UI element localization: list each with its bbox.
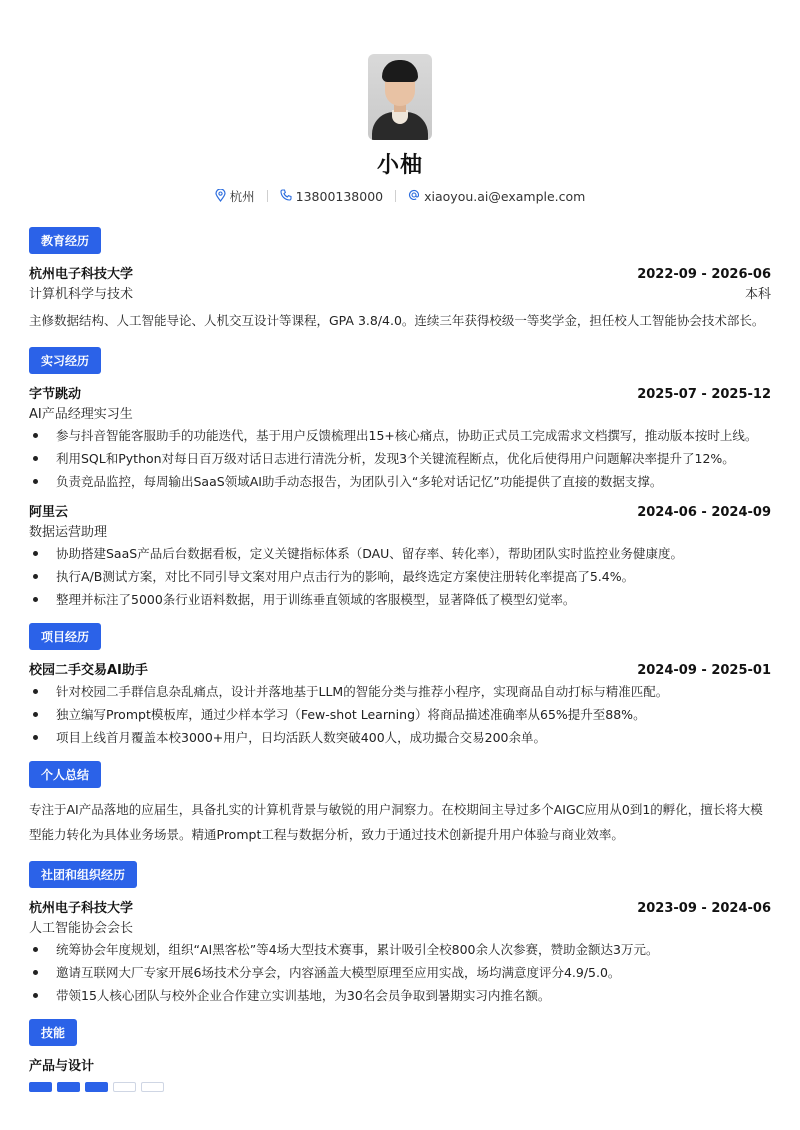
skill-level-bars	[29, 1082, 771, 1092]
entry-date: 2024-09 - 2025-01	[637, 663, 771, 678]
entry-date: 2024-06 - 2024-09	[637, 505, 771, 520]
contact-phone[interactable]	[280, 189, 383, 204]
bullet-list	[29, 426, 771, 491]
list-item: 邀请互联网大厂专家开展6场技术分享会，内容涵盖大模型原理至应用实战，场均满意度评分4.9/5.0。	[29, 963, 771, 982]
contact-location-text: 杭州	[229, 189, 255, 204]
list-item: 执行A/B测试方案，对比不同引导文案对用户点击行为的影响，最终选定方案使注册转化率提高了5.4%。	[29, 567, 771, 586]
skill-group-name: 产品与设计	[29, 1059, 95, 1074]
major: 计算机科学与技术	[29, 287, 134, 302]
contact-divider	[267, 190, 268, 202]
degree: 本科	[744, 287, 771, 302]
contact-email[interactable]	[408, 189, 585, 204]
skill-level-segment	[57, 1082, 80, 1092]
summary-text: 专注于AI产品落地的应届生，具备扎实的计算机背景与敏锐的用户洞察力。在校期间主导过多个AIGC应用从0到1的孵化，擅长将大模型能力转化为具体业务场景。精通Prompt工程与数据分析，致力于通过技术创新提升用户体验与商业效率。	[29, 802, 763, 842]
list-item: 统筹协会年度规划，组织“AI黑客松”等4场大型技术赛事，累计吸引全校800余人次参赛，赞助金额达3万元。	[29, 940, 771, 959]
contact-email-text: xiaoyou.ai@example.com	[424, 188, 586, 204]
resume-header	[29, 0, 771, 205]
section-title: 个人总结	[29, 761, 101, 788]
bullet-list	[29, 940, 771, 1005]
list-item: 整理并标注了5000条行业语料数据，用于训练垂直领域的客服模型，显著降低了模型幻觉率。	[29, 590, 771, 609]
contact-phone-text: 13800138000	[295, 188, 384, 204]
avatar	[368, 54, 432, 140]
school-name: 杭州电子科技大学	[29, 267, 134, 282]
job-title: 数据运营助理	[29, 525, 108, 540]
company-name: 阿里云	[29, 505, 69, 520]
internship-entry	[29, 501, 771, 609]
list-item: 利用SQL和Python对每日百万级对话日志进行清洗分析，发现3个关键流程断点，优化后使得用户问题解决率提升了12%。	[29, 449, 771, 468]
project-entry	[29, 659, 771, 747]
list-item: 负责竞品监控，每周输出SaaS领域AI助手动态报告，为团队引入“多轮对话记忆”功能提供了直接的数据支撑。	[29, 472, 771, 491]
bullet-list	[29, 682, 771, 747]
section-title: 教育经历	[29, 227, 101, 254]
contact-location	[215, 187, 255, 205]
skill-level-segment	[85, 1082, 108, 1092]
phone-icon	[280, 189, 292, 203]
skill-level-segment	[29, 1082, 52, 1092]
skill-level-segment	[113, 1082, 136, 1092]
entry-date: 2023-09 - 2024-06	[637, 901, 771, 916]
section-title: 社团和组织经历	[29, 861, 137, 888]
section-internship	[29, 347, 771, 609]
organization-name: 杭州电子科技大学	[29, 901, 134, 916]
section-projects	[29, 623, 771, 747]
section-summary	[29, 761, 771, 847]
education-description: 主修数据结构、人工智能导论、人机交互设计等课程，GPA 3.8/4.0。连续三年获得校级一等奖学金，担任校人工智能协会技术部长。	[29, 313, 765, 328]
list-item: 协助搭建SaaS产品后台数据看板，定义关键指标体系（DAU、留存率、转化率），帮助团队实时监控业务健康度。	[29, 544, 771, 563]
club-role: 人工智能协会会长	[29, 921, 134, 936]
list-item: 针对校园二手群信息杂乱痛点，设计并落地基于LLM的智能分类与推荐小程序，实现商品自动打标与精准匹配。	[29, 682, 771, 701]
skill-level-segment	[141, 1082, 164, 1092]
entry-date: 2022-09 - 2026-06	[637, 267, 771, 282]
list-item: 带领15人核心团队与校外企业合作建立实训基地，为30名会员争取到暑期实习内推名额。	[29, 986, 771, 1005]
internship-entry	[29, 383, 771, 491]
list-item: 项目上线首月覆盖本校3000+用户，日均活跃人数突破400人，成功撮合交易200余单。	[29, 728, 771, 747]
list-item: 独立编写Prompt模板库，通过少样本学习（Few-shot Learning）将商品描述准确率从65%提升至88%。	[29, 705, 771, 724]
list-item: 参与抖音智能客服助手的功能迭代，基于用户反馈梳理出15+核心痛点，协助正式员工完成需求文档撰写，推动版本按时上线。	[29, 426, 771, 445]
company-name: 字节跳动	[29, 387, 82, 402]
section-education	[29, 227, 771, 333]
project-name: 校园二手交易AI助手	[29, 663, 148, 678]
location-pin-icon	[215, 189, 226, 204]
job-title: AI产品经理实习生	[29, 407, 133, 422]
bullet-list	[29, 544, 771, 609]
candidate-name: 小柚	[376, 153, 423, 178]
section-title: 技能	[29, 1019, 77, 1046]
contact-divider	[395, 190, 396, 202]
at-email-icon	[408, 189, 420, 203]
section-skills	[29, 1019, 771, 1092]
education-entry	[29, 263, 771, 333]
section-title: 项目经历	[29, 623, 101, 650]
entry-date: 2025-07 - 2025-12	[637, 387, 771, 402]
section-clubs	[29, 861, 771, 1005]
contact-line	[29, 187, 771, 205]
section-title: 实习经历	[29, 347, 101, 374]
club-entry	[29, 897, 771, 1005]
